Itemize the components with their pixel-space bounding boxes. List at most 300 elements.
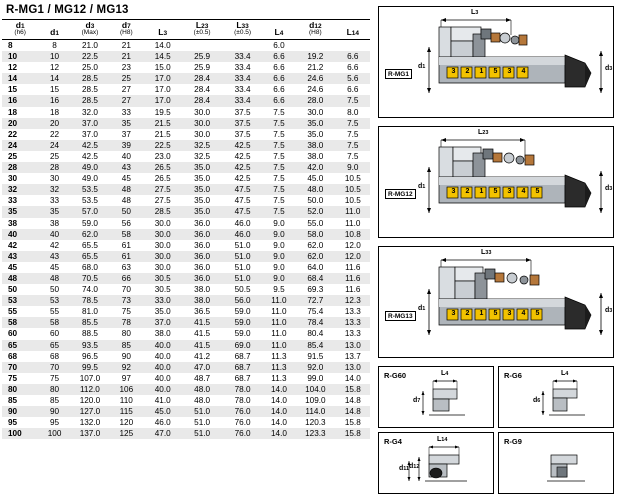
table-cell: 7.5	[347, 129, 359, 139]
col-l33: L33 (±0.5)	[222, 20, 262, 40]
table-cell: 137.0	[71, 428, 109, 439]
table-cell: 73	[109, 295, 143, 306]
table-cell: 85	[50, 396, 60, 405]
table-cell: 19.5	[154, 107, 171, 117]
callout-3: 1	[479, 310, 484, 317]
table-cell: 7.5	[273, 196, 285, 206]
table-cell: 45.0	[307, 174, 324, 184]
col-l3: L3	[144, 20, 182, 40]
table-cell: 14.0	[270, 418, 287, 428]
table-cell: 68	[50, 351, 60, 361]
table-cell: 39	[109, 140, 143, 151]
table-cell: 49.0	[81, 174, 98, 184]
table-cell-size: 75	[8, 373, 18, 383]
table-cell-size: 80	[2, 384, 38, 395]
table-cell: 37.5	[222, 118, 262, 129]
table-cell: 36.0	[194, 218, 211, 228]
table-cell: 51.0	[222, 251, 262, 262]
table-cell: 50.0	[307, 196, 324, 206]
table-cell: 21.5	[154, 129, 171, 139]
figure-r-g6-dim-l4: L4	[561, 370, 569, 377]
table-cell: 30	[50, 174, 60, 184]
col-d1-h6: d1 (h6)	[2, 20, 38, 40]
callout-2: 2	[465, 310, 470, 317]
table-cell: 53	[38, 295, 70, 306]
table-cell: 6.6	[336, 51, 370, 62]
table-cell: 37.0	[144, 317, 182, 328]
callout-5: 3	[507, 310, 512, 317]
table-cell: 25.9	[194, 63, 211, 73]
callout-1: 3	[451, 188, 456, 195]
table-cell: 41.5	[182, 340, 222, 351]
figure-r-mg13-dim-l33: L33	[481, 249, 492, 256]
table-cell: 25	[50, 151, 60, 161]
table-cell: 61	[121, 240, 131, 250]
specification-table	[2, 19, 370, 439]
table-cell: 33	[121, 107, 131, 117]
table-cell: 75	[121, 307, 131, 317]
table-cell: 48.0	[182, 384, 222, 395]
table-cell: 107.0	[79, 373, 101, 383]
table-cell-size: 100	[2, 428, 38, 439]
table-cell: 15.8	[344, 418, 361, 428]
table-cell-size: 33	[8, 196, 18, 206]
table-row	[2, 295, 370, 306]
figure-r-mg12-tag: R-MG12	[385, 189, 416, 199]
table-cell: 26.5	[154, 174, 171, 184]
table-cell: 33.4	[222, 95, 262, 106]
table-cell: 36.0	[182, 251, 222, 262]
table-cell: 48.0	[295, 184, 335, 195]
col-d3-max: d3 (Max)	[71, 20, 109, 40]
figure-r-g60	[378, 366, 494, 428]
table-cell: 25.9	[182, 51, 222, 62]
table-cell: 45	[50, 262, 60, 272]
table-cell: 38	[50, 218, 60, 228]
table-row	[2, 129, 370, 140]
table-row	[2, 140, 370, 151]
table-cell: 41.2	[194, 351, 211, 361]
table-cell: 7.5	[336, 140, 370, 151]
table-cell: 7.5	[263, 206, 295, 217]
table-row	[2, 384, 370, 395]
table-cell: 30.0	[144, 229, 182, 240]
table-cell: 80.4	[307, 329, 324, 339]
table-cell: 45.0	[144, 406, 182, 417]
table-cell-size: 60	[8, 329, 18, 339]
table-row	[2, 195, 370, 206]
table-cell: 99.5	[71, 362, 109, 373]
table-row	[2, 328, 370, 339]
table-cell: 68.7	[222, 362, 262, 373]
callout-1: 3	[451, 310, 456, 317]
table-cell: 96.5	[81, 351, 98, 361]
table-cell: 40	[38, 229, 70, 240]
table-cell: 36.0	[182, 273, 222, 284]
table-cell: 120.0	[79, 396, 101, 405]
table-cell: 7.5	[273, 174, 285, 184]
table-cell: 21	[121, 41, 131, 50]
table-row	[2, 62, 370, 73]
table-cell: 115	[109, 406, 143, 417]
table-cell: 43	[38, 251, 70, 262]
table-cell: 51.0	[222, 273, 262, 284]
callout-3: 1	[479, 68, 484, 75]
table-cell: 32.5	[182, 140, 222, 151]
table-cell: 41.5	[182, 317, 222, 328]
table-cell: 70	[121, 285, 131, 295]
figure-r-g9	[498, 432, 614, 494]
table-cell: 16	[38, 95, 70, 106]
table-cell: 30.0	[194, 129, 211, 139]
callout-6: 4	[521, 68, 526, 75]
table-row	[2, 406, 370, 417]
table-cell-size: 15	[8, 85, 18, 95]
table-cell: 12.0	[344, 240, 361, 250]
table-cell: 53.5	[81, 196, 98, 206]
table-cell: 14.0	[263, 406, 295, 417]
table-cell: 14.8	[344, 396, 361, 405]
callout-4: 5	[493, 68, 498, 75]
table-row	[2, 351, 370, 362]
table-cell: 35.0	[295, 118, 335, 129]
table-cell: 50	[50, 285, 60, 295]
table-cell: 48	[121, 196, 131, 206]
table-cell: 38.0	[182, 295, 222, 306]
callout-2: 2	[465, 68, 470, 75]
table-cell: 9.0	[273, 262, 285, 272]
table-cell-size: 10	[2, 51, 38, 62]
table-cell: 6.6	[273, 63, 285, 73]
figure-r-g4-dim-d12: d12	[409, 463, 420, 470]
table-cell: 35.0	[182, 206, 222, 217]
table-cell: 88.5	[81, 329, 98, 339]
table-cell: 68.4	[295, 273, 335, 284]
table-header	[2, 20, 370, 40]
table-cell: 12.3	[336, 295, 370, 306]
table-cell: 9.0	[263, 229, 295, 240]
figure-r-mg1-dim-d3: d3	[605, 65, 613, 72]
table-cell: 35.0	[194, 196, 211, 206]
table-cell: 59.0	[222, 317, 262, 328]
table-cell: 7.5	[273, 151, 285, 161]
table-cell: 41.5	[194, 329, 211, 339]
table-cell: 6.6	[347, 63, 359, 73]
table-cell: 14.8	[336, 406, 370, 417]
table-cell-size: 30	[8, 174, 18, 184]
table-cell: 17.0	[144, 73, 182, 84]
table-cell: 10	[38, 51, 70, 62]
table-cell: 53.5	[71, 184, 109, 195]
table-cell: 9.0	[263, 273, 295, 284]
table-cell: 24	[38, 140, 70, 151]
table-cell-size: 50	[8, 285, 18, 295]
table-cell: 35.0	[307, 129, 324, 139]
table-row	[2, 173, 370, 184]
table-cell-size: 8	[8, 41, 13, 50]
callout-5: 3	[507, 188, 512, 195]
callout-6: 4	[521, 188, 526, 195]
figure-r-mg1-drawing	[379, 7, 613, 117]
table-cell: 80	[38, 384, 70, 395]
table-cell: 8	[52, 41, 57, 50]
table-cell: 22	[50, 129, 60, 139]
table-cell: 46.0	[222, 229, 262, 240]
table-cell: 35.0	[194, 174, 211, 184]
table-cell: 33.4	[234, 63, 251, 73]
figure-r-mg13	[378, 246, 614, 358]
table-cell: 59.0	[234, 329, 251, 339]
table-row	[2, 118, 370, 129]
table-cell: 22.5	[71, 51, 109, 62]
table-row	[2, 95, 370, 106]
table-cell: 78.5	[71, 295, 109, 306]
table-cell: 68.7	[234, 351, 251, 361]
table-cell: 62.0	[71, 229, 109, 240]
table-cell: 43	[109, 162, 143, 173]
table-cell: 70.5	[71, 273, 109, 284]
table-cell: 26.5	[144, 162, 182, 173]
table-cell: 13.3	[336, 317, 370, 328]
table-cell: 42.5	[234, 151, 251, 161]
table-cell: 36.5	[194, 307, 211, 317]
table-cell: 21.5	[144, 118, 182, 129]
page-title: R-MG1 / MG12 / MG13	[6, 4, 129, 16]
table-cell: 38.0	[307, 151, 324, 161]
table-row	[2, 317, 370, 328]
col-d1: d1	[38, 20, 70, 40]
table-cell: 74.0	[81, 285, 98, 295]
table-cell: 40.0	[144, 362, 182, 373]
table-cell: 42.5	[234, 174, 251, 184]
table-cell: 72.7	[295, 295, 335, 306]
table-cell-size: 12	[8, 63, 18, 73]
table-cell-size: 16	[2, 95, 38, 106]
figure-r-mg1-dim-l3: L3	[471, 9, 479, 16]
table-cell: 78.4	[295, 317, 335, 328]
callout-2: 2	[465, 188, 470, 195]
table-cell: 64.0	[307, 262, 324, 272]
figure-r-mg12-dim-d1: d1	[418, 183, 426, 190]
figure-r-mg12	[378, 126, 614, 238]
table-cell: 11.3	[271, 351, 287, 361]
table-cell: 11.0	[345, 218, 361, 228]
table-cell: 15	[50, 85, 60, 95]
table-cell: 62.0	[307, 240, 324, 250]
table-cell: 28.0	[295, 95, 335, 106]
table-cell: 42.5	[222, 140, 262, 151]
table-cell: 9.0	[336, 162, 370, 173]
table-cell: 48.0	[194, 396, 211, 405]
table-cell: 40.0	[154, 373, 171, 383]
table-cell: 11.3	[263, 362, 295, 373]
table-cell-size: 28	[2, 162, 38, 173]
figure-r-g60-tag: R-G60	[384, 371, 407, 380]
table-cell: 13.3	[344, 307, 361, 317]
table-cell: 23	[121, 63, 131, 73]
table-cell: 78.0	[234, 396, 251, 405]
table-cell: 58	[109, 229, 143, 240]
table-cell: 28.4	[182, 73, 222, 84]
figure-r-g4-tag: R-G4	[384, 437, 402, 446]
table-cell: 47.0	[144, 428, 182, 439]
table-cell-size: 53	[2, 295, 38, 306]
table-cell: 55	[50, 307, 60, 317]
table-cell: 14.0	[344, 373, 361, 383]
figure-r-mg12-dim-d3: d3	[605, 185, 613, 192]
table-cell: 99.0	[307, 373, 324, 383]
table-cell: 90	[38, 406, 70, 417]
table-cell: 40.0	[154, 351, 171, 361]
table-cell: 28.5	[81, 85, 98, 95]
table-cell: 48.7	[194, 373, 211, 383]
table-row	[2, 73, 370, 84]
table-cell: 48	[38, 273, 70, 284]
table-cell: 42.5	[222, 162, 262, 173]
table-cell: 25.0	[81, 63, 98, 73]
table-cell: 91.5	[307, 351, 324, 361]
table-cell: 30.0	[154, 240, 171, 250]
figure-r-g60-dim-d7: d7	[413, 397, 421, 404]
callout-7: 5	[535, 188, 540, 195]
table-cell: 11.6	[345, 285, 361, 295]
table-cell: 81.0	[81, 307, 98, 317]
table-cell: 78.0	[222, 384, 262, 395]
table-cell: 13.0	[336, 340, 370, 351]
callout-7: 5	[535, 310, 540, 317]
table-cell: 45	[121, 174, 131, 184]
table-cell: 65	[38, 340, 70, 351]
table-row	[2, 229, 370, 240]
table-row	[2, 107, 370, 118]
table-cell: 51.0	[234, 240, 251, 250]
table-row	[2, 395, 370, 406]
table-cell: 36.0	[194, 240, 211, 250]
table-cell: 7.5	[273, 129, 285, 139]
table-cell: 51.0	[194, 418, 211, 428]
table-row	[2, 362, 370, 373]
table-cell: 75	[50, 373, 60, 383]
table-cell: 28.4	[182, 95, 222, 106]
table-cell: 47.5	[222, 184, 262, 195]
table-cell: 38.0	[295, 140, 335, 151]
table-cell: 11.6	[336, 273, 370, 284]
table-cell: 6.0	[273, 41, 285, 50]
table-cell: 48	[109, 184, 143, 195]
table-cell-size: 65	[2, 340, 38, 351]
table-cell: 47.5	[222, 206, 262, 217]
table-cell: 76.0	[222, 406, 262, 417]
figure-r-mg13-tag: R-MG13	[385, 311, 416, 321]
table-cell: 30.0	[154, 262, 171, 272]
table-cell: 35.0	[182, 162, 222, 173]
table-cell: 24.6	[307, 85, 324, 95]
table-cell: 65.5	[81, 240, 98, 250]
table-cell: 56.0	[222, 295, 262, 306]
figure-r-g4	[378, 432, 494, 494]
table-cell: 9.5	[273, 285, 285, 295]
table-cell: 21	[109, 51, 143, 62]
table-cell: 42.5	[71, 140, 109, 151]
table-cell-size: 38	[8, 218, 18, 228]
callout-4: 5	[493, 188, 498, 195]
table-cell: 62.0	[295, 251, 335, 262]
table-cell-size: 68	[8, 351, 18, 361]
table-cell: 70	[38, 362, 70, 373]
table-cell: 11.0	[336, 206, 370, 217]
table-cell: 30.0	[144, 251, 182, 262]
table-cell: 85.4	[295, 340, 335, 351]
table-cell: 50	[109, 206, 143, 217]
table-cell: 32.0	[81, 107, 98, 117]
table-cell: 30.0	[182, 118, 222, 129]
table-cell: 7.5	[263, 162, 295, 173]
table-cell: 52.0	[295, 206, 335, 217]
table-cell: 65.5	[71, 251, 109, 262]
table-cell: 37.5	[234, 129, 251, 139]
table-cell	[336, 40, 370, 52]
table-cell: 100	[38, 428, 70, 439]
table-cell: 17.0	[154, 85, 171, 95]
table-cell: 76.0	[222, 428, 262, 439]
table-cell: 28	[38, 162, 70, 173]
table-cell: 30.0	[154, 218, 171, 228]
col-d7-h8: d7 (H8)	[109, 20, 143, 40]
table-cell: 14.0	[263, 428, 295, 439]
table-cell: 38.0	[154, 329, 171, 339]
table-cell-size: 14	[2, 73, 38, 84]
table-cell-size: 95	[8, 418, 18, 428]
table-body	[2, 40, 370, 440]
table-cell-size: 22	[8, 129, 18, 139]
table-cell: 90	[121, 351, 131, 361]
table-cell-size: 42	[8, 240, 18, 250]
table-cell: 35	[109, 118, 143, 129]
table-cell: 14	[38, 73, 70, 84]
figure-r-g6-tag: R-G6	[504, 371, 522, 380]
table-cell-size: 24	[2, 140, 38, 151]
table-cell: 85	[109, 340, 143, 351]
table-cell: 11.0	[271, 307, 287, 317]
table-cell-size: 55	[8, 307, 18, 317]
table-cell: 32	[38, 184, 70, 195]
table-cell: 40.0	[144, 340, 182, 351]
figure-r-mg1-dim-d1: d1	[418, 63, 426, 70]
figure-r-g4-dim-d11: d11	[399, 465, 410, 472]
table-row	[2, 151, 370, 162]
table-cell: 47.0	[182, 362, 222, 373]
table-cell: 14.0	[263, 384, 295, 395]
table-cell: 12.0	[336, 251, 370, 262]
table-cell: 41.0	[154, 396, 171, 405]
table-cell: 15.0	[154, 63, 171, 73]
table-cell: 46.0	[234, 218, 251, 228]
table-row	[2, 262, 370, 273]
table-row	[2, 273, 370, 284]
table-cell: 63	[121, 262, 131, 272]
table-cell: 125	[109, 428, 143, 439]
table-row	[2, 40, 370, 52]
table-row	[2, 251, 370, 262]
table-cell: 120	[119, 418, 134, 428]
table-cell: 104.0	[295, 384, 335, 395]
figure-r-mg1	[378, 6, 614, 118]
table-cell: 10.5	[344, 174, 361, 184]
table-cell: 7.5	[347, 151, 359, 161]
table-row	[2, 373, 370, 384]
table-cell: 56	[121, 218, 131, 228]
figure-r-g6-dim-d6: d6	[533, 397, 541, 404]
